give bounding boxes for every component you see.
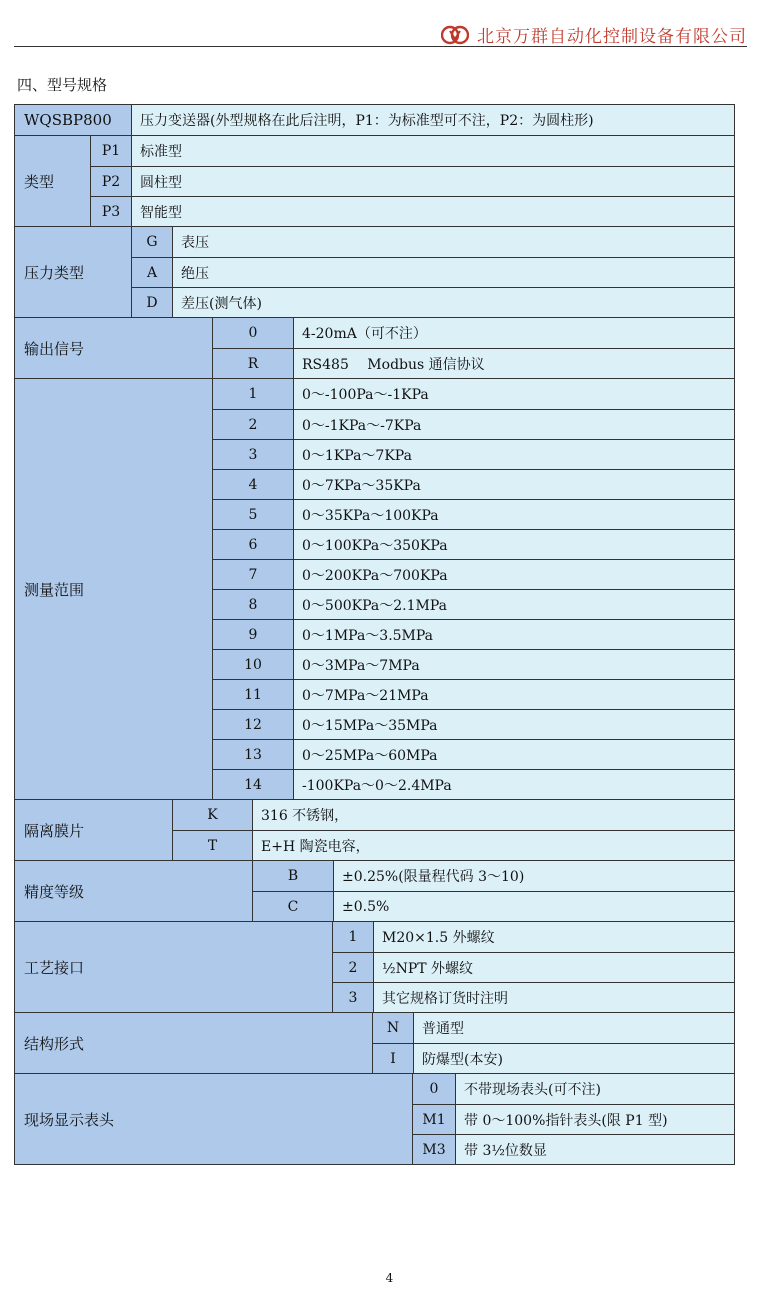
option-code: C — [253, 892, 334, 921]
option-description: 0～1MPa～3.5MPa — [294, 620, 734, 649]
option-description: 0～15MPa～35MPa — [294, 710, 734, 739]
option-description: 0～7MPa～21MPa — [294, 680, 734, 709]
section-pressure-type — [15, 226, 734, 317]
section-label: 测量范围 — [15, 379, 213, 799]
option-description: 0～1KPa～7KPa — [294, 440, 734, 469]
spec-row — [91, 136, 734, 166]
spec-row — [413, 1134, 734, 1164]
option-description: 0～500KPa～2.1MPa — [294, 590, 734, 619]
option-description: ±0.5% — [334, 892, 734, 921]
option-code: 14 — [213, 770, 294, 799]
option-code: P2 — [91, 167, 132, 196]
spec-row — [333, 982, 734, 1012]
option-description: 带 3½位数显 — [456, 1135, 734, 1164]
option-description: 智能型 — [132, 197, 734, 226]
option-description: 4-20mA（可不注） — [294, 318, 734, 348]
option-description: 0～-1KPa～-7KPa — [294, 410, 734, 439]
spec-row — [333, 922, 734, 952]
spec-row — [91, 166, 734, 196]
spec-row — [373, 1013, 734, 1043]
option-description: ½NPT 外螺纹 — [374, 953, 734, 982]
section-label: 输出信号 — [15, 318, 213, 378]
spec-row — [132, 287, 734, 317]
option-code: 0 — [213, 318, 294, 348]
option-description: E+H 陶瓷电容， — [253, 831, 734, 860]
spec-row — [213, 679, 734, 709]
option-description: 0～-100Pa～-1KPa — [294, 379, 734, 409]
option-code: 10 — [213, 650, 294, 679]
spec-row — [213, 469, 734, 499]
option-code: M3 — [413, 1135, 456, 1164]
section-accuracy — [15, 860, 734, 921]
spec-row — [173, 830, 734, 860]
option-code: 0 — [413, 1074, 456, 1104]
option-code: 13 — [213, 740, 294, 769]
option-code: 6 — [213, 530, 294, 559]
spec-row — [91, 196, 734, 226]
option-code: 7 — [213, 560, 294, 589]
spec-row — [253, 861, 734, 891]
option-description: 防爆型(本安) — [414, 1044, 734, 1073]
spec-row — [213, 739, 734, 769]
header-rule — [14, 46, 747, 47]
section-structure — [15, 1012, 734, 1073]
option-description: 0～100KPa～350KPa — [294, 530, 734, 559]
spec-row — [213, 769, 734, 799]
section-label: 压力类型 — [15, 227, 132, 317]
page-number: 4 — [385, 1271, 394, 1285]
section-label: 现场显示表头 — [15, 1074, 413, 1164]
option-description: -100KPa～0～2.4MPa — [294, 770, 734, 799]
option-code: P1 — [91, 136, 132, 166]
option-code: 2 — [333, 953, 374, 982]
option-description: 0～25MPa～60MPa — [294, 740, 734, 769]
model-description: 压力变送器(外型规格在此后注明，P1：为标准型可不注，P2：为圆柱形) — [132, 105, 734, 135]
option-description: 0～3MPa～7MPa — [294, 650, 734, 679]
spec-row — [373, 1043, 734, 1073]
spec-row — [213, 439, 734, 469]
option-description: M20×1.5 外螺纹 — [374, 922, 734, 952]
option-code: R — [213, 349, 294, 378]
option-description: 绝压 — [173, 258, 734, 287]
option-code: 5 — [213, 500, 294, 529]
model-row — [15, 105, 734, 135]
option-description: RS485 Modbus 通信协议 — [294, 349, 734, 378]
option-description: 316 不锈钢， — [253, 800, 734, 830]
option-code: 1 — [213, 379, 294, 409]
option-description: 圆柱型 — [132, 167, 734, 196]
option-code: 3 — [333, 983, 374, 1012]
option-description: 标准型 — [132, 136, 734, 166]
option-code: 8 — [213, 590, 294, 619]
model-code: WQSBP800 — [15, 105, 132, 135]
option-code: K — [173, 800, 253, 830]
spec-row — [213, 529, 734, 559]
option-description: ±0.25%(限量程代码 3～10) — [334, 861, 734, 891]
option-code: M1 — [413, 1105, 456, 1134]
spec-row — [213, 619, 734, 649]
option-description: 0～200KPa～700KPa — [294, 560, 734, 589]
section-title: 四、型号规格 — [17, 76, 108, 94]
section-diaphragm — [15, 799, 734, 860]
section-process-connection — [15, 921, 734, 1012]
spec-row — [333, 952, 734, 982]
section-label: 精度等级 — [15, 861, 253, 921]
spec-row — [213, 348, 734, 378]
company-name: 北京万群自动化控制设备有限公司 — [477, 27, 747, 47]
section-label: 工艺接口 — [15, 922, 333, 1012]
option-code: 12 — [213, 710, 294, 739]
spec-row — [253, 891, 734, 921]
option-code: 1 — [333, 922, 374, 952]
section-label: 结构形式 — [15, 1013, 373, 1073]
option-code: G — [132, 227, 173, 257]
company-header — [441, 22, 747, 47]
option-description: 不带现场表头(可不注) — [456, 1074, 734, 1104]
section-output-signal — [15, 317, 734, 378]
option-description: 0～7KPa～35KPa — [294, 470, 734, 499]
spec-row — [413, 1104, 734, 1134]
option-code: 3 — [213, 440, 294, 469]
option-description: 带 0～100%指针表头(限 P1 型) — [456, 1105, 734, 1134]
spec-row — [213, 589, 734, 619]
spec-row — [213, 409, 734, 439]
section-measure-range — [15, 378, 734, 799]
spec-row — [213, 559, 734, 589]
spec-row — [413, 1074, 734, 1104]
spec-row — [213, 379, 734, 409]
option-code: I — [373, 1044, 414, 1073]
option-description: 0～35KPa～100KPa — [294, 500, 734, 529]
section-display — [15, 1073, 734, 1164]
spec-row — [132, 257, 734, 287]
option-code: A — [132, 258, 173, 287]
option-code: N — [373, 1013, 414, 1043]
option-description: 其它规格订货时注明 — [374, 983, 734, 1012]
model-spec-table — [14, 104, 735, 1165]
spec-row — [213, 318, 734, 348]
option-code: B — [253, 861, 334, 891]
section-type — [15, 135, 734, 226]
option-description: 表压 — [173, 227, 734, 257]
option-code: 11 — [213, 680, 294, 709]
spec-row — [213, 499, 734, 529]
option-description: 普通型 — [414, 1013, 734, 1043]
option-code: D — [132, 288, 173, 317]
option-code: T — [173, 831, 253, 860]
option-code: 2 — [213, 410, 294, 439]
spec-row — [213, 649, 734, 679]
spec-row — [173, 800, 734, 830]
option-code: 9 — [213, 620, 294, 649]
option-description: 差压(测气体) — [173, 288, 734, 317]
section-label: 隔离膜片 — [15, 800, 173, 860]
company-logo-icon — [441, 23, 469, 47]
spec-row — [213, 709, 734, 739]
spec-row — [132, 227, 734, 257]
section-label: 类型 — [15, 136, 91, 226]
option-code: 4 — [213, 470, 294, 499]
option-code: P3 — [91, 197, 132, 226]
